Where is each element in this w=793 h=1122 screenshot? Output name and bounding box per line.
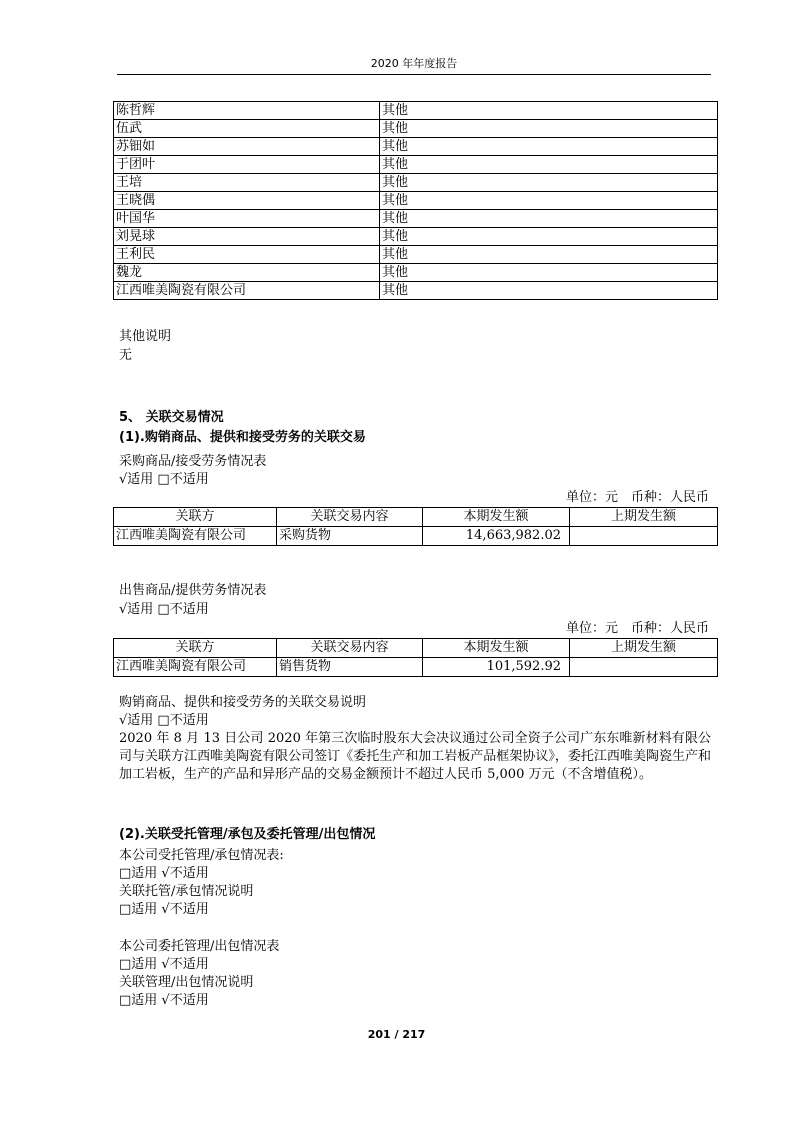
entrusted-in-applicable: □适用 √不适用 <box>119 866 209 881</box>
table-row <box>114 527 718 546</box>
explanation-title: 购销商品、提供和接受劳务的关联交易说明 <box>119 695 367 710</box>
related-party-name: 苏钿如 <box>114 138 380 156</box>
explanation-text: 2020 年 8 月 13 日公司 2020 年第三次临时股东大会决议通过公司全资子公司广东东唯新材料有限公司与关联方江西唯美陶瓷有限公司签订《委托生产和加工岩板产品框架协议》，委托江西唯美陶瓷生产和加工岩板，生产的产品和异形产品的交易金额预计不超过人民币 5,000 万元（不含增值税）。 <box>119 731 711 782</box>
header-content: 关联交易内容 <box>277 639 423 658</box>
table-row <box>114 264 718 282</box>
cell-current: 14,663,982.02 <box>423 527 570 546</box>
entrusted-out-title: 本公司委托管理/出包情况表 <box>119 939 280 954</box>
entrusted-out-applicable: □适用 √不适用 <box>119 957 209 972</box>
entrusted-in-note-applicable: □适用 √不适用 <box>119 902 209 917</box>
purchase-applicable: √适用 □不适用 <box>119 472 209 487</box>
cell-content: 销售货物 <box>277 658 423 677</box>
cell-party: 江西唯美陶瓷有限公司 <box>114 658 277 677</box>
table-row <box>114 658 718 677</box>
page-number: 201 / 217 <box>367 1028 426 1041</box>
related-party-relation: 其他 <box>380 228 718 246</box>
purchase-table-title: 采购商品/接受劳务情况表 <box>119 454 267 469</box>
related-party-relation: 其他 <box>380 246 718 264</box>
header-current: 本期发生额 <box>423 508 570 527</box>
entrusted-in-title: 本公司受托管理/承包情况表: <box>119 848 284 863</box>
related-party-name: 王利民 <box>114 246 380 264</box>
other-note-label: 其他说明 <box>119 329 172 344</box>
related-party-name: 江西唯美陶瓷有限公司 <box>114 282 380 300</box>
related-party-relation: 其他 <box>380 102 718 120</box>
header-previous: 上期发生额 <box>570 639 718 658</box>
sales-applicable: √适用 □不适用 <box>119 602 209 617</box>
sales-table-title: 出售商品/提供劳务情况表 <box>119 583 267 598</box>
table-row <box>114 246 718 264</box>
header-current: 本期发生额 <box>423 639 570 658</box>
related-party-name: 王培 <box>114 174 380 192</box>
purchase-unit: 单位：元 币种：人民币 <box>565 490 709 505</box>
table-row <box>114 156 718 174</box>
cell-previous <box>570 527 718 546</box>
related-party-name: 伍武 <box>114 120 380 138</box>
related-party-relation: 其他 <box>380 210 718 228</box>
table-row <box>114 174 718 192</box>
related-party-name: 王晓偶 <box>114 192 380 210</box>
table-row <box>114 282 718 300</box>
related-party-relation: 其他 <box>380 120 718 138</box>
subsection-1-title: (1).购销商品、提供和接受劳务的关联交易 <box>119 430 366 445</box>
table-row <box>114 102 718 120</box>
section-5-title: 5、 关联交易情况 <box>119 410 224 425</box>
related-party-table <box>113 101 718 300</box>
header-divider <box>117 74 711 75</box>
table-row <box>114 138 718 156</box>
header-content: 关联交易内容 <box>277 508 423 527</box>
table-header-row <box>114 639 718 658</box>
cell-previous <box>570 658 718 677</box>
related-party-relation: 其他 <box>380 138 718 156</box>
related-party-relation: 其他 <box>380 156 718 174</box>
cell-current: 101,592.92 <box>423 658 570 677</box>
table-row <box>114 210 718 228</box>
table-row <box>114 228 718 246</box>
report-header: 2020 年年度报告 <box>370 57 458 70</box>
related-party-name: 叶国华 <box>114 210 380 228</box>
header-party: 关联方 <box>114 639 277 658</box>
subsection-2-title: (2).关联受托管理/承包及委托管理/出包情况 <box>119 827 376 842</box>
entrusted-out-note: 关联管理/出包情况说明 <box>119 975 254 990</box>
related-party-name: 魏龙 <box>114 264 380 282</box>
header-party: 关联方 <box>114 508 277 527</box>
related-party-name: 于团叶 <box>114 156 380 174</box>
related-party-name: 陈哲辉 <box>114 102 380 120</box>
related-party-name: 刘晃球 <box>114 228 380 246</box>
cell-party: 江西唯美陶瓷有限公司 <box>114 527 277 546</box>
table-row <box>114 120 718 138</box>
entrusted-out-note-applicable: □适用 √不适用 <box>119 993 209 1008</box>
other-note-value: 无 <box>119 348 133 363</box>
sales-unit: 单位：元 币种：人民币 <box>565 621 709 636</box>
related-party-relation: 其他 <box>380 174 718 192</box>
header-previous: 上期发生额 <box>570 508 718 527</box>
related-party-relation: 其他 <box>380 264 718 282</box>
entrusted-in-note: 关联托管/承包情况说明 <box>119 884 254 899</box>
purchase-table <box>113 507 718 546</box>
table-row <box>114 192 718 210</box>
sales-table <box>113 638 718 677</box>
table-header-row <box>114 508 718 527</box>
related-party-relation: 其他 <box>380 282 718 300</box>
cell-content: 采购货物 <box>277 527 423 546</box>
explanation-applicable: √适用 □不适用 <box>119 713 209 728</box>
related-party-relation: 其他 <box>380 192 718 210</box>
